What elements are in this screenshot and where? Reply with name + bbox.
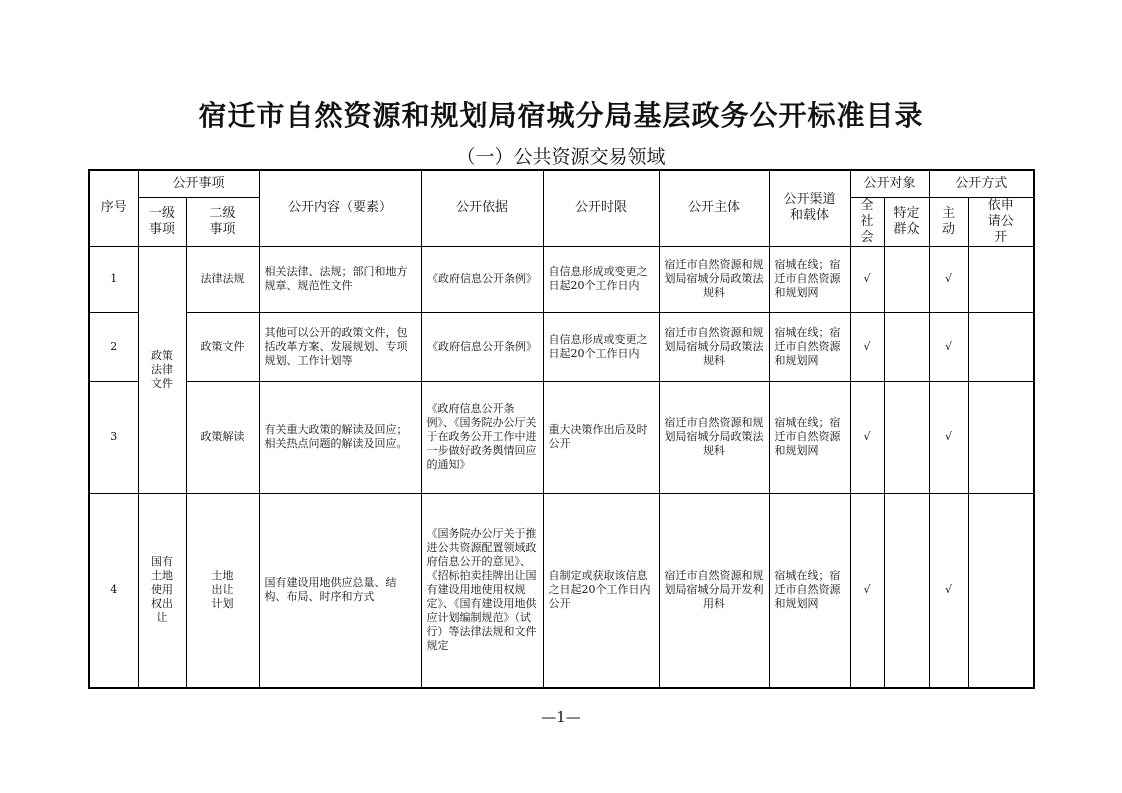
row-deadline: 自信息形成或变更之日起20个工作日内 bbox=[543, 246, 659, 312]
row-subject: 宿迁市自然资源和规划局宿城分局政策法规科 bbox=[659, 246, 769, 312]
catalog-table bbox=[88, 169, 1035, 689]
page-title: 宿迁市自然资源和规划局宿城分局基层政务公开标准目录 bbox=[198, 99, 924, 132]
row-specific bbox=[884, 246, 929, 312]
row-apply bbox=[968, 246, 1034, 312]
section-subtitle: （一）公共资源交易领域 bbox=[456, 146, 666, 168]
row-deadline: 重大决策作出后及时公开 bbox=[543, 381, 659, 493]
row-content: 国有建设用地供应总量、结构、布局、时序和方式 bbox=[259, 493, 421, 688]
row-content: 其他可以公开的政策文件，包括改革方案、发展规划、专项规划、工作计划等 bbox=[259, 312, 421, 381]
header-specific: 特定群众 bbox=[884, 197, 929, 246]
row-all: √ bbox=[850, 381, 884, 493]
row-channel: 宿城在线；宿迁市自然资源和规划网 bbox=[769, 493, 850, 688]
row-subject: 宿迁市自然资源和规划局宿城分局政策法规科 bbox=[659, 312, 769, 381]
group-level1: 国有土地使用权出让 bbox=[138, 493, 186, 688]
header-target: 公开对象 bbox=[850, 170, 929, 197]
row-basis: 《政府信息公开条例》 bbox=[421, 312, 543, 381]
row-specific bbox=[884, 381, 929, 493]
row-level2: 法律法规 bbox=[186, 246, 259, 312]
header-basis: 公开依据 bbox=[421, 170, 543, 246]
row-active: √ bbox=[929, 246, 968, 312]
row-apply bbox=[968, 312, 1034, 381]
row-channel: 宿城在线；宿迁市自然资源和规划网 bbox=[769, 312, 850, 381]
header-item: 公开事项 bbox=[138, 170, 259, 197]
header-level2: 二级事项 bbox=[186, 197, 259, 246]
header-content: 公开内容（要素） bbox=[259, 170, 421, 246]
table-row bbox=[89, 246, 1034, 312]
table-row bbox=[89, 381, 1034, 493]
row-channel: 宿城在线；宿迁市自然资源和规划网 bbox=[769, 246, 850, 312]
row-content: 有关重大政策的解读及回应；相关热点问题的解读及回应。 bbox=[259, 381, 421, 493]
row-all: √ bbox=[850, 493, 884, 688]
row-deadline: 自信息形成或变更之日起20个工作日内 bbox=[543, 312, 659, 381]
header-method: 公开方式 bbox=[929, 170, 1034, 197]
row-apply bbox=[968, 493, 1034, 688]
row-channel: 宿城在线；宿迁市自然资源和规划网 bbox=[769, 381, 850, 493]
page-number: —1— bbox=[541, 708, 581, 726]
row-deadline: 自制定或获取该信息之日起20个工作日内公开 bbox=[543, 493, 659, 688]
row-subject: 宿迁市自然资源和规划局宿城分局政策法规科 bbox=[659, 381, 769, 493]
header-deadline: 公开时限 bbox=[543, 170, 659, 246]
row-content: 相关法律、法规；部门和地方规章、规范性文件 bbox=[259, 246, 421, 312]
row-apply bbox=[968, 381, 1034, 493]
group-level1: 政策法律文件 bbox=[138, 246, 186, 493]
header-active: 主动 bbox=[929, 197, 968, 246]
row-active: √ bbox=[929, 381, 968, 493]
table-row bbox=[89, 493, 1034, 688]
row-level2: 政策解读 bbox=[186, 381, 259, 493]
row-level2: 政策文件 bbox=[186, 312, 259, 381]
row-seq: 4 bbox=[89, 493, 138, 688]
header-apply: 依申请公开 bbox=[968, 197, 1034, 246]
row-seq: 2 bbox=[89, 312, 138, 381]
header-subject: 公开主体 bbox=[659, 170, 769, 246]
row-specific bbox=[884, 312, 929, 381]
header-level1: 一级事项 bbox=[138, 197, 186, 246]
row-subject: 宿迁市自然资源和规划局宿城分局开发利用科 bbox=[659, 493, 769, 688]
row-all: √ bbox=[850, 246, 884, 312]
row-seq: 3 bbox=[89, 381, 138, 493]
row-active: √ bbox=[929, 493, 968, 688]
row-all: √ bbox=[850, 312, 884, 381]
header-all: 全社会 bbox=[850, 197, 884, 246]
row-basis: 《国务院办公厅关于推进公共资源配置领域政府信息公开的意见》、《招标拍卖挂牌出让国有建设用地使用权规定》、《国有建设用地供应计划编制规范》（试行）等法律法规和文件规定 bbox=[421, 493, 543, 688]
row-active: √ bbox=[929, 312, 968, 381]
header-seq: 序号 bbox=[89, 170, 138, 246]
row-basis: 《政府信息公开条例》、《国务院办公厅关于在政务公开工作中进一步做好政务舆情回应的通知》 bbox=[421, 381, 543, 493]
row-specific bbox=[884, 493, 929, 688]
row-level2: 土地出让计划 bbox=[186, 493, 259, 688]
row-basis: 《政府信息公开条例》 bbox=[421, 246, 543, 312]
row-seq: 1 bbox=[89, 246, 138, 312]
header-channel: 公开渠道和载体 bbox=[769, 170, 850, 246]
table-row bbox=[89, 312, 1034, 381]
